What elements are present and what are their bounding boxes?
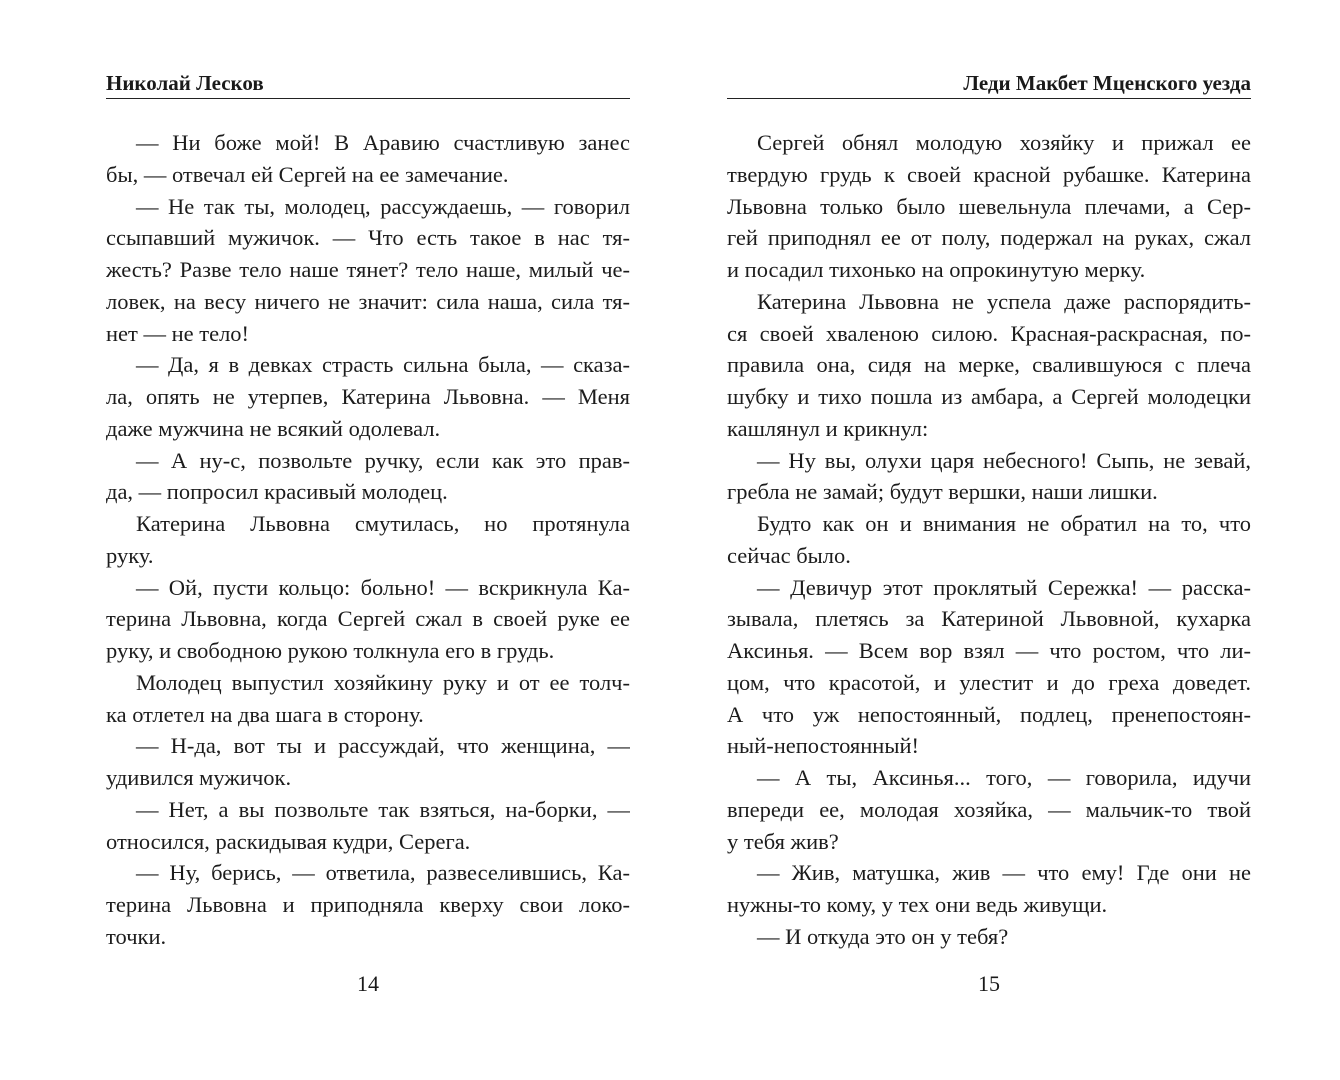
- left-page-text: [106, 127, 630, 953]
- text-line: Катерина Львовна смутилась, но протянула: [136, 511, 630, 536]
- text-line: сейчас было.: [727, 542, 851, 568]
- text-line: — Ой, пусти кольцо: больно! — вскрикнула Ка-: [136, 574, 630, 600]
- text-line: гребла не замай; будут вершки, наши лишки.: [727, 479, 1158, 505]
- left-page: [106, 0, 630, 1080]
- text-line: ловек, на весу ничего не значит: сила наша, сила тя-: [106, 288, 630, 314]
- text-line: жесть? Разве тело наше тянет? тело наше, милый че-: [106, 257, 630, 282]
- text-line: впереди ее, молодая хозяйка, — мальчик-то твой: [727, 796, 1251, 822]
- text-line: терина Львовна и приподняла кверху свои локо-: [106, 892, 630, 917]
- text-line: — Нет, а вы позвольте так взяться, на-борки, —: [136, 796, 630, 822]
- text-line: ла, опять не утерпев, Катерина Львовна. — Меня: [106, 384, 630, 409]
- text-line: Сергей обнял молодую хозяйку и прижал ее: [757, 130, 1251, 155]
- text-line: — Девичур этот проклятый Сережка! — расска-: [757, 574, 1251, 600]
- text-line: руку, и свободною рукою толкнула его в грудь.: [106, 638, 555, 663]
- text-line: Молодец выпустил хозяйкину руку и от ее толч-: [136, 669, 630, 695]
- text-line: правила она, сидя на мерке, свалившуюся с плеча: [727, 352, 1251, 378]
- text-line: зывала, плетясь за Катериной Львовной, кухарка: [727, 606, 1251, 632]
- text-line: даже мужчина не всякий одолевал.: [106, 415, 441, 441]
- text-line: и посадил тихонько на опрокинутую мерку.: [727, 257, 1146, 282]
- text-line: удивился мужичок.: [106, 765, 292, 790]
- text-line: нужны-то кому, у тех они ведь живущи.: [727, 892, 1108, 917]
- right-page-text: [727, 127, 1251, 953]
- text-line: Будто как он и внимания не обратил на то, что: [757, 511, 1251, 536]
- text-line: — Да, я в девках страсть сильна была, — сказа-: [136, 352, 630, 378]
- text-line: гей приподнял ее от полу, подержал на руках, сжал: [727, 225, 1251, 251]
- text-line: ся своей хваленою силою. Красная-раскрасная, по-: [727, 320, 1251, 346]
- text-line: твердую грудь к своей красной рубашке. Катерина: [727, 161, 1251, 187]
- text-line: А что уж непостоянный, подлец, пренепостоян-: [727, 701, 1251, 727]
- text-line: относился, раскидывая кудри, Серега.: [106, 828, 471, 854]
- text-line: руку.: [106, 542, 154, 568]
- text-line: у тебя жив?: [727, 828, 839, 854]
- header-rule: [727, 98, 1251, 99]
- text-line: — Ну, берись, — ответила, развеселившись, Ка-: [136, 860, 630, 886]
- text-line: ссыпавший мужичок. — Что есть такое в нас тя-: [106, 225, 630, 251]
- text-line: нет — не тело!: [106, 320, 250, 346]
- text-line: точки.: [106, 923, 167, 949]
- text-line: — А ты, Аксинья... того, — говорила, идучи: [757, 765, 1251, 790]
- right-page: [727, 0, 1251, 1080]
- text-line: шубку и тихо пошла из амбара, а Сергей молодецки: [727, 384, 1251, 409]
- text-line: Катерина Львовна не успела даже распорядить-: [757, 288, 1251, 314]
- text-line: — И откуда это он у тебя?: [757, 923, 1009, 949]
- text-line: Львовна только было шевельнула плечами, а Сер-: [727, 193, 1251, 219]
- text-line: терина Львовна, когда Сергей сжал в своей руке ее: [106, 606, 630, 632]
- page-number: 14: [357, 971, 379, 996]
- running-head-title: Леди Макбет Мценского уезда: [963, 71, 1251, 95]
- header-rule: [106, 98, 630, 99]
- text-line: — Жив, матушка, жив — что ему! Где они не: [757, 860, 1251, 886]
- text-line: кашлянул и крикнул:: [727, 415, 929, 441]
- text-line: — Не так ты, молодец, рассуждаешь, — говорил: [136, 193, 630, 219]
- text-line: — Ну вы, олухи царя небесного! Сыпь, не зевай,: [757, 447, 1251, 473]
- running-head-author: Николай Лесков: [106, 71, 264, 95]
- text-line: — Ни боже мой! В Аравию счастливую занес: [136, 130, 630, 155]
- text-line: — А ну-с, позвольте ручку, если как это прав-: [136, 447, 630, 473]
- text-line: — Н-да, вот ты и рассуждай, что женщина, —: [136, 733, 630, 759]
- text-line: ка отлетел на два шага в сторону.: [106, 701, 424, 727]
- text-line: ный-непостоянный!: [727, 733, 919, 759]
- text-line: да, — попросил красивый молодец.: [106, 479, 448, 505]
- text-line: цом, что красотой, и улестит и до греха доведет.: [727, 669, 1251, 695]
- text-line: Аксинья. — Всем вор взял — что ростом, что ли-: [727, 638, 1251, 663]
- text-line: бы, — отвечал ей Сергей на ее замечание.: [106, 161, 509, 187]
- page-number: 15: [978, 971, 1000, 996]
